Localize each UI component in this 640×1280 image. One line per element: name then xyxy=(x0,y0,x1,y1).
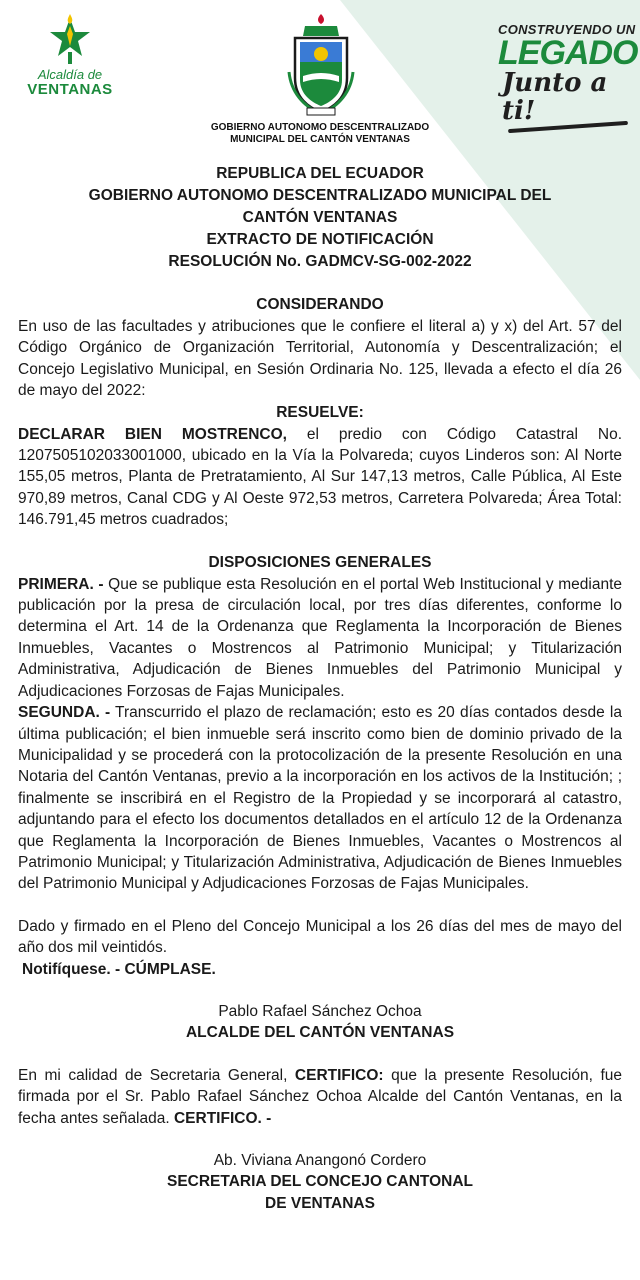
municipal-shield xyxy=(283,12,359,123)
considerando-heading: CONSIDERANDO xyxy=(256,296,384,313)
primera-label: PRIMERA. - xyxy=(18,575,104,593)
certification-end: CERTIFICO. - xyxy=(173,1109,272,1127)
spacer xyxy=(18,1044,622,1065)
signatory1-role: ALCALDE DEL CANTÓN VENTANAS xyxy=(185,1024,455,1042)
title-line3: CANTÓN VENTANAS xyxy=(242,209,398,226)
segunda-label: SEGUNDA. - xyxy=(18,704,111,722)
certification-pre: En mi calidad de Secretaria General, xyxy=(18,1066,295,1084)
spacer xyxy=(18,980,622,1001)
certification-mid: que la presente Resolución, fue firmada por el Sr. Pablo Rafael Sánchez Ochoa Alcalde del Cantón Ventanas, en la fecha antes señalada. xyxy=(18,1066,622,1127)
certification-paragraph xyxy=(18,1065,622,1129)
signatory1-name: Pablo Rafael Sánchez Ochoa xyxy=(218,1002,422,1020)
logo-line2: VENTANAS xyxy=(27,81,113,98)
logo-line1: Alcaldía de xyxy=(37,67,103,82)
resuelve-paragraph xyxy=(18,424,622,531)
signatory2-role-line2: DE VENTANAS xyxy=(265,1194,375,1212)
primera-paragraph xyxy=(18,574,622,702)
notifiquese-text: Notifíquese. - CÚMPLASE. xyxy=(22,960,216,978)
slogan-line3: Junto a ti! xyxy=(502,68,608,126)
certification-certifico: CERTIFICO: xyxy=(294,1066,384,1084)
resuelve-text: el predio con Código Catastral No. 1207505102033001000, ubicado en la Vía la Polvareda; cuyos Linderos son: Al Norte 155,05 metros, Planta de Pretratamiento, Al Sur 147,13 metros, Calle Pública, Al Este 970,89 metros, Canal CDG y Al Oeste 972,53 metros, Carretera Polvareda; Área Total: 146.791,45 metros cuadrados; xyxy=(18,425,623,529)
shield-caption-line1: GOBIERNO AUTONOMO DESCENTRALIZADO xyxy=(210,122,430,133)
dado-text: Dado y firmado en el Pleno del Concejo Municipal a los 26 días del mes de mayo del año dos mil veintidós. xyxy=(18,917,622,957)
spacer xyxy=(18,895,622,916)
disposiciones-heading: DISPOSICIONES GENERALES xyxy=(208,553,432,571)
considerando-text: En uso de las facultades y atribuciones que le confiere el literal a) y x) del Art. 57 del Código Orgánico de Organización Territorial, Autonomía y Descentralización; el Concejo Legislativo Municipal, en Sesión Ordinaria No. 125, llevada a efecto el día 26 de mayo del 2022: xyxy=(18,318,622,400)
coat-of-arms-icon xyxy=(283,12,359,118)
alcaldia-logo xyxy=(18,12,122,98)
title-line2: GOBIERNO AUTONOMO DESCENTRALIZADO MUNICIPAL DEL xyxy=(88,187,552,204)
primera-text: Que se publique esta Resolución en el portal Web Institucional y mediante publicación por la presa de circulación local, por tres días diferentes, conforme lo determina el Art. 14 de la Ordenanza que Reglamenta la Incorporación de Bienes Inmuebles, Vacantes o Mostrencos al Patrimonio Municipal; y Titularización Administrativa, Adjudicación de Bienes Inmuebles del Patrimonio Municipal y Adjudicaciones Forzosas de Fajas Municipales. xyxy=(18,575,623,700)
resuelve-lead: DECLARAR BIEN MOSTRENCO, xyxy=(18,425,287,443)
spacer xyxy=(18,273,622,294)
document-body xyxy=(18,163,622,1214)
shield-caption xyxy=(180,122,460,146)
document-title xyxy=(18,163,622,273)
resuelve-heading: RESUELVE: xyxy=(276,403,364,421)
slogan xyxy=(498,22,636,129)
signatory2-role-line1: SECRETARIA DEL CONCEJO CANTONAL xyxy=(166,1173,473,1191)
star-leaf-icon xyxy=(42,12,98,66)
slogan-line1: CONSTRUYENDO UN xyxy=(498,22,636,37)
shield-caption-line2: MUNICIPAL DEL CANTÓN VENTANAS xyxy=(230,134,410,145)
segunda-paragraph xyxy=(18,702,622,895)
title-line5: RESOLUCIÓN No. GADMCV-SG-002-2022 xyxy=(168,253,472,270)
slogan-line2: LEGADO xyxy=(498,34,638,72)
signatory2-name: Ab. Viviana Anangonó Cordero xyxy=(213,1152,427,1169)
header xyxy=(0,0,640,152)
spacer xyxy=(18,1129,622,1150)
title-line1: REPUBLICA DEL ECUADOR xyxy=(216,165,424,182)
title-line4: EXTRACTO DE NOTIFICACIÓN xyxy=(206,231,434,248)
segunda-text: Transcurrido el plazo de reclamación; esto es 20 días contados desde la última publicación; el bien inmueble será inscrito como bien de dominio privado de la Municipalidad y se procederá con la protocolización de la presente Resolución en una Notaria del Cantón Ventanas, previo a la incorporación en los activos de la Institución; ; finalmente se inscribirá en el Registro de la Propiedad y se incorporará al catastro, adjuntando para el efecto los documentos detallados en el artículo 12 de la Ordenanza que Reglamenta la Incorporación de Bienes Inmuebles, Vacantes o Mostrencos al Patrimonio Municipal; y Titularización Administrativa, Adjudicación de Bienes Inmuebles del Patrimonio Municipal y Adjudicaciones Forzosas de Fajas Municipales. xyxy=(18,704,622,893)
spacer xyxy=(18,531,622,552)
